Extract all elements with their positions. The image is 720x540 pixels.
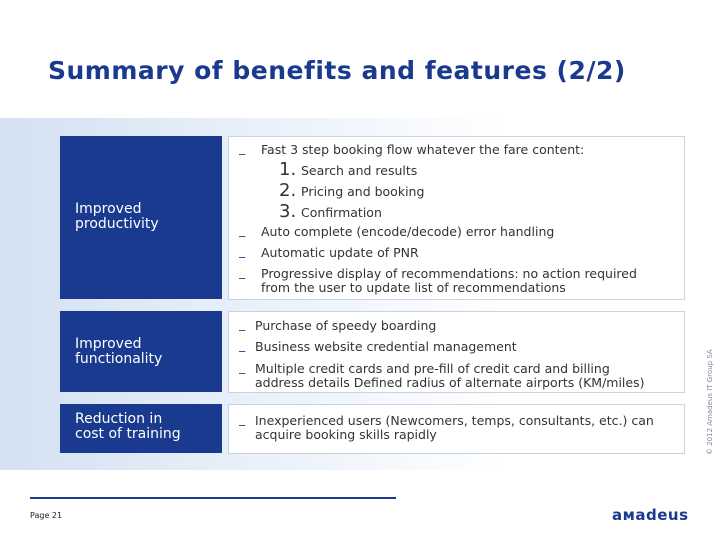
bullet-text: Business website credential management — [255, 339, 517, 354]
bullet-item — [239, 316, 679, 333]
step-number: 3. — [279, 201, 297, 222]
bullet-dash: _ — [239, 411, 246, 426]
amadeus-logo: aмadeus — [612, 506, 689, 524]
copyright-note: © 2012 Amadeus IT Group SA — [706, 349, 714, 455]
bullet-text: Multiple credit cards and pre-fill of credit card and billing — [255, 361, 610, 376]
section-label-line: Improved — [75, 201, 142, 217]
step-number: 2. — [279, 180, 297, 201]
step-number: 1. — [279, 159, 297, 180]
section-label-line: Improved — [75, 336, 142, 352]
bullet-dash: _ — [239, 222, 246, 237]
section-label-improved-productivity — [60, 136, 222, 299]
section-label-line: cost of training — [75, 426, 181, 442]
section-label-line: productivity — [75, 216, 159, 232]
bullet-text: Progressive display of recommendations: no action required — [261, 266, 637, 281]
bullet-text: Auto complete (encode/decode) error handling — [261, 224, 555, 239]
bullet-dash: _ — [239, 243, 246, 258]
section-label-improved-functionality — [60, 311, 222, 392]
bullet-dash: _ — [239, 337, 246, 352]
bullet-text: address details Defined radius of alternate airports (KM/miles) — [255, 375, 645, 390]
section-content-reduction-in-cost-of-training — [228, 404, 685, 454]
step-text: Confirmation — [301, 205, 382, 220]
bullet-item — [239, 337, 679, 354]
bullet-item — [239, 411, 679, 442]
bullet-dash: _ — [239, 359, 246, 374]
bullet-dash: _ — [239, 264, 246, 279]
bullet-item — [239, 222, 669, 239]
bullet-item — [239, 264, 669, 295]
bullet-text: Inexperienced users (Newcomers, temps, consultants, etc.) can — [255, 413, 654, 428]
bullet-item — [239, 359, 679, 390]
page-title: Summary of benefits and features (2/2) — [48, 56, 626, 85]
section-label-line: Reduction in — [75, 411, 163, 427]
section-label-line: functionality — [75, 351, 163, 367]
bullet-dash: _ — [239, 316, 246, 331]
bullet-item — [239, 140, 669, 157]
section-label-reduction-in-cost-of-training — [60, 404, 222, 453]
numbered-step — [279, 201, 382, 222]
numbered-step — [279, 159, 417, 180]
numbered-step — [279, 180, 424, 201]
bullet-text: Fast 3 step booking flow whatever the fare content: — [261, 142, 585, 157]
bullet-text: from the user to update list of recommendations — [261, 280, 566, 295]
bullet-dash: _ — [239, 140, 246, 155]
bullet-item — [239, 243, 669, 260]
section-content-improved-productivity — [228, 136, 685, 300]
bullet-text: acquire booking skills rapidly — [255, 427, 437, 442]
page-number: Page 21 — [30, 511, 63, 520]
footer-divider — [30, 497, 396, 499]
step-text: Pricing and booking — [301, 184, 425, 199]
section-content-improved-functionality — [228, 311, 685, 393]
step-text: Search and results — [301, 163, 418, 178]
bullet-text: Automatic update of PNR — [261, 245, 419, 260]
bullet-text: Purchase of speedy boarding — [255, 318, 437, 333]
